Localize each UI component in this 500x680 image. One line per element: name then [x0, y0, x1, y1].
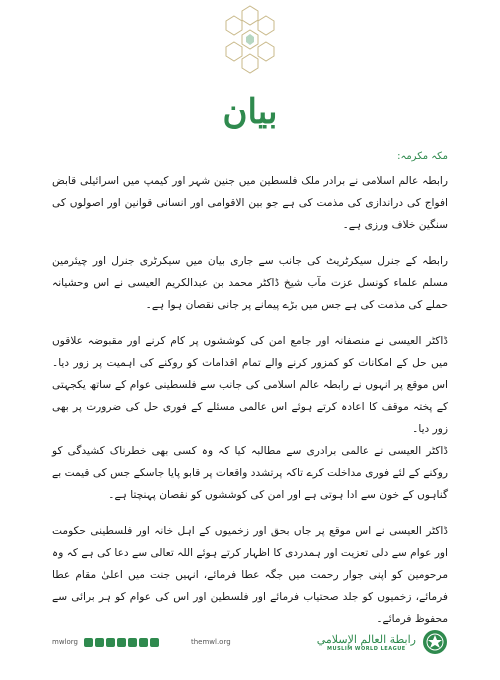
logo-arabic-text: رابطة العالم الإسلامي — [316, 632, 416, 646]
footer — [52, 620, 448, 664]
facebook-icon[interactable] — [95, 638, 104, 647]
statement-body — [52, 146, 448, 644]
website-link[interactable]: themwl.org — [190, 638, 231, 646]
paragraph-5: ڈاکٹر العیسی نے اس موقع پر جاں بحق اور زخمیوں کے اہل خانہ اور فلسطینی حکومت اور عوام سے دلی تعزیت اور ہمدردی کا اظہار کرتے ہوئے اللہ تعالی سے دعا کی ہے کہ وہ مرحومین کو اپنی جوار رحمت میں جگہ عطا فرمائے، انہیں جنت میں اعلیٰ مقام عطا فرمائے، زخمیوں کو جلد صحتیاب فرمائے اور فلسطین اور اس کی عوام کو ہر برائی سے محفوظ فرمائے۔ — [52, 525, 448, 625]
header-ornament — [0, 4, 500, 74]
mwl-emblem-icon — [422, 629, 448, 655]
social-icons — [84, 638, 159, 647]
logo-english-text: MUSLIM WORLD LEAGUE — [327, 645, 406, 652]
linkedin-icon[interactable] — [128, 638, 137, 647]
instagram-icon[interactable] — [106, 638, 115, 647]
paragraph-2: رابطہ کے جنرل سیکرٹریٹ کی جانب سے جاری بیان میں سیکرٹری جنرل اور چیئرمین مسلم علماء کونسل عزت مآب شیخ ڈاکٹر محمد بن عبدالکریم العیسی نے اس وحشیانہ حملے کی مذمت کی ہے جس میں بڑے پیمانے پر جانی نقصان ہوا ہے۔ — [52, 255, 448, 311]
dateline: مکہ مکرمہ: — [397, 151, 448, 162]
paragraph-3: ڈاکٹر العیسی نے منصفانہ اور جامع امن کی کوششوں پر کام کرنے اور مقبوضہ علاقوں میں حل کے امکانات کو کمزور کرنے والے تمام اقدامات کو روکنے کی اہمیت پر زور دیا۔ اس موقع پر انہوں نے رابطہ عالم اسلامی کی جانب سے فلسطینی عوام کے ساتھ یکجہتی کے پختہ موقف کا اعادہ کرتے ہوئے اس عالمی مسئلے کے فوری حل کی ضرورت پر بھی زور دیا۔ — [52, 335, 448, 435]
footer-links — [52, 638, 231, 647]
youtube-icon[interactable] — [117, 638, 126, 647]
snapchat-icon[interactable] — [139, 638, 148, 647]
paragraph-1: رابطہ عالم اسلامی نے برادر ملک فلسطین میں جنین شہر اور کیمپ میں اسرائیلی قابض افواج کی دراندازی کی مذمت کی ہے جو بین الاقوامی اور انسانی قوانین اور اصولوں کی سنگین خلاف ورزی ہے۔ — [52, 175, 448, 231]
tiktok-icon[interactable] — [150, 638, 159, 647]
social-handle[interactable]: mwlorg — [52, 638, 78, 646]
page-title: بیان — [222, 92, 278, 132]
paragraph-4: ڈاکٹر العیسی نے عالمی برادری سے مطالبہ کیا کہ وہ کسی بھی خطرناک کشیدگی کو روکنے کے لئے فوری مداخلت کرے تاکہ پرتشدد واقعات پر قابو پایا جاسکے جس کی قیمت بے گناہوں کے خون سے ادا ہوتی ہے اور امن کی کوششوں کو نقصان پہنچتا ہے۔ — [52, 445, 448, 501]
mwl-logo — [317, 629, 448, 655]
x-icon[interactable] — [84, 638, 93, 647]
geometric-ornament-icon — [190, 4, 310, 74]
